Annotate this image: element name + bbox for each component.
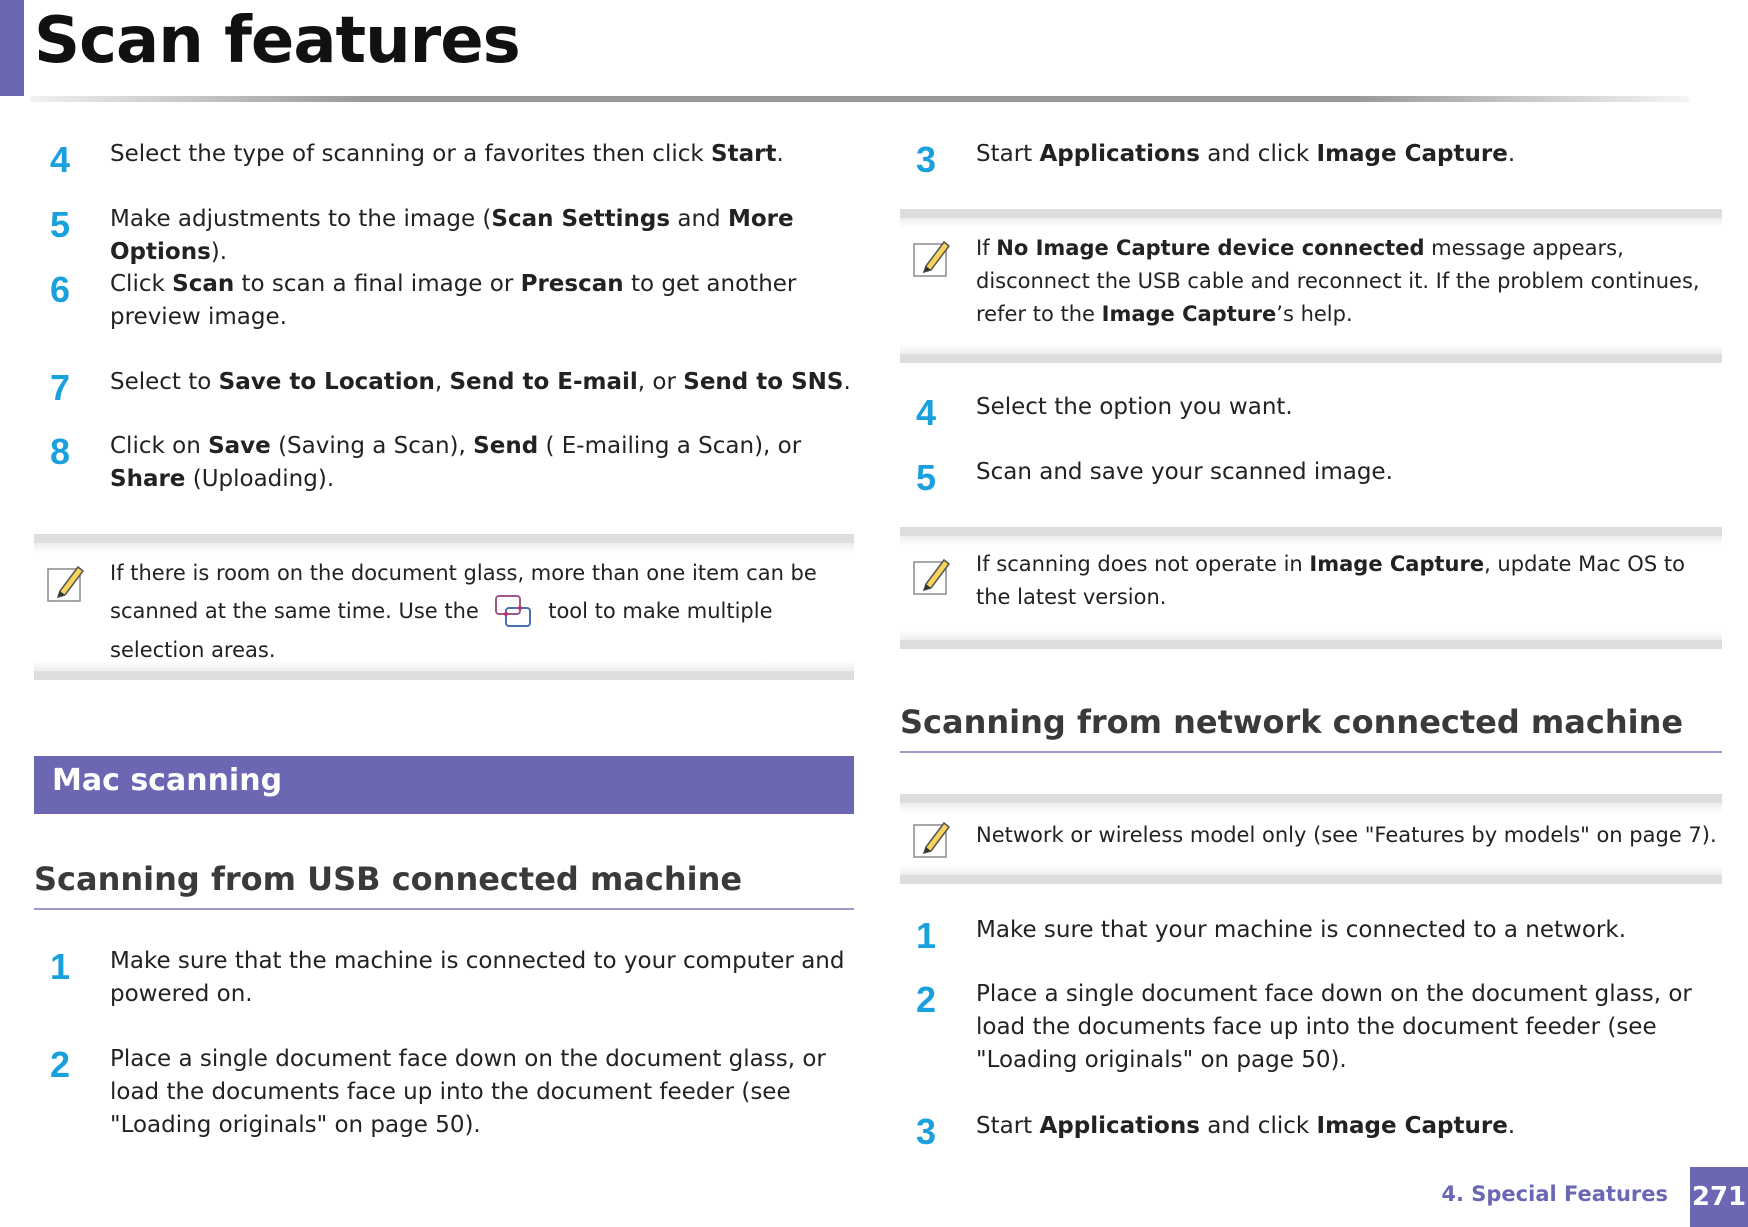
step-number: 8 (50, 431, 71, 472)
text-run: ’s help. (1276, 302, 1353, 326)
note-pencil-icon (912, 554, 952, 596)
step-text (976, 1110, 1722, 1143)
text-run: Select to (110, 369, 219, 395)
step-text (976, 914, 1722, 947)
text-run: Click (110, 271, 173, 297)
text-run: Make sure that the machine is connected to your computer and powered on. (110, 948, 845, 1007)
bold-term: Save to Location (218, 369, 435, 395)
note-text (976, 819, 1718, 852)
bold-term: No Image Capture device connected (996, 236, 1425, 260)
note-network-only (900, 794, 1722, 884)
step-text (110, 430, 854, 496)
title-rule (30, 96, 1690, 102)
step-text (110, 945, 854, 1011)
text-run: (Uploading). (185, 466, 335, 492)
step-text (976, 978, 1722, 1077)
step-number: 4 (916, 392, 937, 433)
step-number: 6 (50, 269, 71, 310)
note-text-start: If there is room on the document glass, more than one item can be scanned at the same time. Use the (110, 561, 817, 623)
step-text (110, 138, 854, 171)
text-run: , (434, 369, 450, 395)
text-run: Place a single document face down on the document glass, or load the documents face up into the document feeder (see "Loading originals" on page 50). (976, 981, 1692, 1073)
section-title: Mac scanning (52, 763, 283, 798)
text-run: Select the option you want. (976, 394, 1293, 420)
step-text (110, 366, 854, 399)
text-run: . (1507, 1113, 1516, 1139)
bold-term: Image Capture (1316, 141, 1508, 167)
bold-term: Scan (172, 271, 235, 297)
text-run: ( E-mailing a Scan), or (538, 433, 802, 459)
text-run: Select the type of scanning or a favorites then click (110, 141, 712, 167)
text-run: to scan a final image or (234, 271, 521, 297)
note-text (976, 548, 1718, 614)
bold-term: Save (208, 433, 271, 459)
step-text (976, 138, 1722, 171)
text-run: Make adjustments to the image ( (110, 206, 492, 232)
bold-term: Image Capture (1309, 552, 1485, 576)
bold-term: Send to E-mail (449, 369, 638, 395)
note-multiple-selection (34, 534, 854, 680)
step-number: 1 (916, 915, 937, 956)
text-run: If scanning does not operate in (976, 552, 1310, 576)
text-run: Network or wireless model only (see "Features by models" on page 7). (976, 823, 1717, 847)
note-pencil-icon (46, 561, 86, 603)
bold-term: Prescan (520, 271, 624, 297)
step-text (110, 1043, 854, 1142)
multiple-selection-tool-icon (492, 590, 536, 634)
text-run: and (670, 206, 728, 232)
step-number: 3 (916, 1111, 937, 1152)
step-number: 7 (50, 367, 71, 408)
note-text (110, 557, 850, 667)
step-number: 2 (50, 1044, 71, 1085)
bold-term: Applications (1039, 1113, 1200, 1139)
step-number: 4 (50, 139, 71, 180)
text-run: , or (637, 369, 684, 395)
text-run: Scan and save your scanned image. (976, 459, 1393, 485)
text-run: (Saving a Scan), (270, 433, 474, 459)
step-number: 5 (50, 204, 71, 245)
text-run: to get another preview image. (110, 271, 797, 330)
text-run: Start (976, 141, 1040, 167)
page-title: Scan features (34, 4, 520, 78)
bold-term: Applications (1039, 141, 1200, 167)
bold-term: Image Capture (1101, 302, 1277, 326)
step-text (110, 203, 854, 269)
bold-term: More Options (110, 206, 794, 265)
note-text-end: tool to make multiple selection areas. (110, 599, 773, 662)
text-run: ). (210, 239, 228, 265)
text-run: and click (1199, 1113, 1317, 1139)
bold-term: Send to SNS (683, 369, 844, 395)
step-number: 3 (916, 139, 937, 180)
step-number: 1 (50, 946, 71, 987)
step-text (976, 456, 1722, 489)
step-number: 2 (916, 979, 937, 1020)
text-run: Click on (110, 433, 209, 459)
text-run: , update Mac OS to the latest version. (976, 552, 1685, 609)
text-run: . (776, 141, 784, 167)
text-run: . (843, 369, 851, 395)
bold-term: Send (473, 433, 539, 459)
text-run: Place a single document face down on the document glass, or load the documents face up into the document feeder (see "Loading originals" on page 50). (110, 1046, 826, 1138)
page-number: 271 (1690, 1167, 1748, 1227)
bold-term: Share (110, 466, 186, 492)
note-text (976, 232, 1718, 331)
step-number: 5 (916, 457, 937, 498)
note-update-macos (900, 527, 1722, 649)
step-text (110, 268, 854, 334)
section-mac-scanning (34, 756, 854, 814)
text-run: and click (1199, 141, 1317, 167)
text-run: Start (976, 1113, 1040, 1139)
footer-chapter: 4. Special Features (1441, 1182, 1668, 1206)
subhead-network: Scanning from network connected machine (900, 703, 1722, 753)
text-run: Make sure that your machine is connected to a network. (976, 917, 1627, 943)
title-accent-bar (0, 0, 24, 96)
text-run: If (976, 236, 997, 260)
bold-term: Image Capture (1316, 1113, 1508, 1139)
bold-term: Scan Settings (491, 206, 671, 232)
note-pencil-icon (912, 236, 952, 278)
text-run: message appears, disconnect the USB cable and reconnect it. If the problem continues, refer to the (976, 236, 1700, 326)
text-run: . (1507, 141, 1516, 167)
subhead-usb: Scanning from USB connected machine (34, 860, 854, 910)
step-text (976, 391, 1722, 424)
bold-term: Start (711, 141, 777, 167)
note-no-device (900, 209, 1722, 363)
note-pencil-icon (912, 817, 952, 859)
